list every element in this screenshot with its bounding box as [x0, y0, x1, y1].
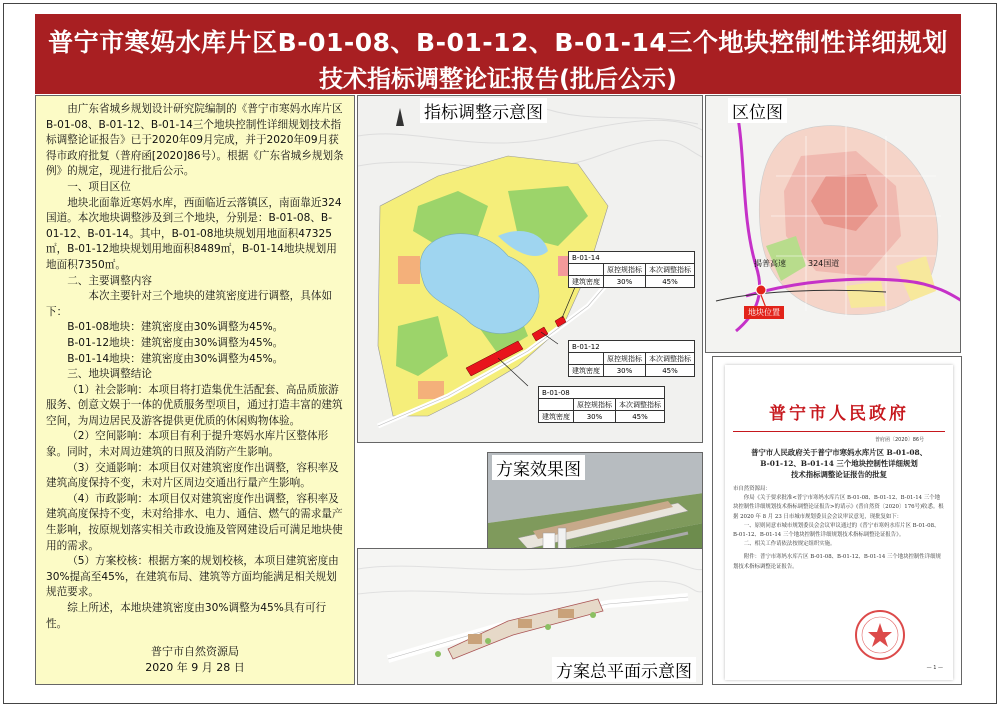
- old-value: 30%: [574, 411, 616, 423]
- col-original: 原控规指标: [604, 264, 646, 276]
- section-3-item: （4）市政影响：本项目仅对建筑密度作出调整，容积率及建筑高度保持不变，未对给排水、电力、通信、燃气的需求量产生影响，按原规划落实相关市政设施及管网建设后可满足地块使用的需求。: [46, 492, 343, 552]
- section-1-title: 一、项目区位: [67, 180, 131, 193]
- section-2-item: B-01-14地块：建筑密度由30%调整为45%。: [67, 352, 284, 365]
- road-label-national: 324国道: [808, 259, 840, 268]
- table-b-01-14: [568, 251, 695, 288]
- section-1-body: 地块北面靠近寒妈水库，西面临近云落镇区，南面靠近324国道。本次地块调整涉及到三个地块，分别是：B-01-08、B-01-12、B-01-14。其中，B-01-08地块规划用地面积47325㎡，B-01-12地块规划用地面积8489㎡，B-01-14地块规划用地面积7350㎡。: [46, 196, 342, 271]
- document-paragraph: 你局《关于要求批准<普宁市寒妈水库片区 B-01-08、B-01-12、B-01-14 三个地块控制性详细规划技术指标调整论证报告>的请示》(普自然资〔2020〕176号)收悉。根据 2020 年 8 月 23 日市城市规划委员会会议审议意见，现批复如下：: [733, 495, 944, 520]
- road-label-expressway: 揭普高速: [754, 259, 786, 268]
- new-value: 45%: [646, 365, 695, 377]
- table-id: B-01-08: [539, 387, 665, 399]
- section-3-item: （1）社会影响：本项目将打造集优生活配套、高品质旅游服务、创意文娱于一体的优质服务型项目，通过打造丰富的建筑空间，为周边居民及游客提供更优质的休闲购物体验。: [46, 383, 343, 427]
- section-2-title: 二、主要调整内容: [67, 274, 152, 287]
- document-attachment: 附件：普宁市寒妈水库片区 B-01-08、B-01-12、B-01-14 三个地块控制性详细规划技术指标调整论证报告。: [733, 554, 941, 570]
- map-panel-title: 指标调整示意图: [420, 98, 547, 123]
- old-value: 30%: [604, 365, 646, 377]
- government-name: 普宁市人民政府: [769, 404, 909, 424]
- table-id: B-01-14: [569, 252, 695, 264]
- site-plan-panel: [357, 548, 703, 685]
- section-2-item: B-01-12地块：建筑密度由30%调整为45%。: [67, 336, 284, 349]
- approval-document-panel: [712, 356, 962, 685]
- row-label: 建筑密度: [569, 365, 604, 377]
- location-panel-title: 区位图: [728, 98, 787, 123]
- document-paragraph: 一、原则同意市城市规划委员会会议审议通过的《普宁市寒妈水库片区 B-01-08、B-01-12、B-01-14 三个地块控制性详细规划技术指标调整论证报告》。: [733, 522, 940, 539]
- col-adjusted: 本次调整指标: [646, 264, 695, 276]
- document-paragraph: 二、相关工作请依法按规定组织实施。: [743, 541, 836, 548]
- col-original: 原控规指标: [574, 399, 616, 411]
- table-id: B-01-12: [569, 341, 695, 353]
- document-title-line: 技术指标调整论证报告的批复: [790, 470, 888, 479]
- section-2-lead: 本次主要针对三个地块的建筑密度进行调整，具体如下：: [46, 290, 333, 318]
- official-seal-icon: [850, 605, 910, 665]
- col-adjusted: 本次调整指标: [646, 353, 695, 365]
- section-3-item: （2）空间影响：本项目有利于提升寒妈水库片区整体形象。同时，未对周边建筑的日照及消防产生影响。: [46, 430, 329, 459]
- conclusion: 综上所述，本地块建筑密度由30%调整为45%具有可行性。: [46, 602, 327, 630]
- approval-document: [725, 365, 953, 680]
- title-band: [35, 14, 961, 94]
- row-label: 建筑密度: [539, 411, 574, 423]
- effect-panel-title: 方案效果图: [492, 455, 585, 480]
- table-b-01-12: [568, 340, 695, 377]
- document-body: [733, 485, 945, 572]
- section-3-item: （3）交通影响：本项目仅对建筑密度作出调整，容积率及建筑高度保持不变，未对片区周边交通出行量产生影响。: [46, 461, 339, 490]
- page-number: — 1 —: [926, 665, 943, 671]
- document-addressee: 市自然资源局：: [733, 486, 771, 492]
- plan-panel-title: 方案总平面示意图: [552, 657, 696, 682]
- section-3-title: 三、地块调整结论: [67, 368, 152, 381]
- document-title-line: B-01-12、B-01-14 三个地块控制性详细规划: [760, 459, 918, 468]
- section-2-item: B-01-08地块：建筑密度由30%调整为45%。: [67, 321, 284, 334]
- row-label: 建筑密度: [569, 276, 604, 288]
- adjustment-map-panel: [357, 95, 703, 443]
- section-3-item: （5）方案校核：根据方案的规划校核，本项目建筑密度由30%提高至45%，在建筑布局、建筑等方面均能满足相关规划规范要求。: [46, 555, 339, 599]
- location-panel: [705, 95, 961, 353]
- col-adjusted: 本次调整指标: [616, 399, 665, 411]
- document-title-line: 普宁市人民政府关于普宁市寒妈水库片区 B-01-08、: [750, 448, 928, 457]
- intro-paragraph: 由广东省城乡规划设计研究院编制的《普宁市寒妈水库片区B-01-08、B-01-12、B-01-14三个地块控制性详细规划技术指标调整论证报告》已于2020年09月完成，并于2020年09月获得市政府批复（普府函[2020]86号）。根据《广东省城乡规划条例》的规定，现进行批后公示。: [46, 103, 344, 178]
- new-value: 45%: [646, 276, 695, 288]
- new-value: 45%: [616, 411, 665, 423]
- title-line-2: 技术指标调整论证报告(批后公示): [319, 65, 677, 93]
- old-value: 30%: [604, 276, 646, 288]
- document-number: 普府函〔2020〕86号: [875, 437, 925, 443]
- red-rule-line: [733, 431, 945, 432]
- table-b-01-08: [538, 386, 665, 423]
- site-marker-label: 地块位置: [744, 306, 784, 319]
- col-original: 原控规指标: [604, 353, 646, 365]
- title-line-1: 普宁市寒妈水库片区B-01-08、B-01-12、B-01-14三个地块控制性详细规划: [48, 28, 948, 57]
- signature-date: 2020 年 9 月 28 日: [145, 661, 245, 674]
- text-panel: [35, 95, 355, 685]
- signature-org: 普宁市自然资源局: [151, 645, 239, 658]
